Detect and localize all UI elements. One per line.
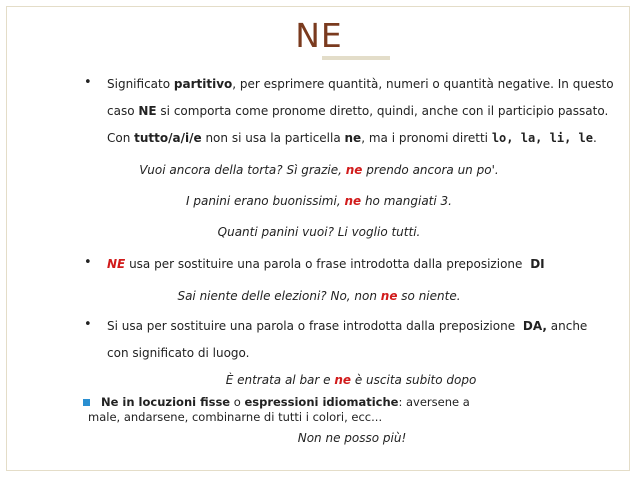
example-1: Vuoi ancora della torta? Sì grazie, ne prendo ancora un po'. <box>139 163 499 177</box>
bullet-1-line-2: caso NE si comporta come pronome diretto, quindi, anche con il participio passato. <box>107 104 609 118</box>
example-2: I panini erano buonissimi, ne ho mangiati 3. <box>186 194 452 208</box>
example-5: È entrata al bar e ne è uscita subito dopo <box>225 373 477 387</box>
example-4: Sai niente delle elezioni? No, non ne so niente. <box>177 289 461 303</box>
bullet-4-line-1: Ne in locuzioni fisse o espressioni idiomatiche: aversene a <box>101 395 470 409</box>
bullet-2-line-1: NE usa per sostituire una parola o frase introdotta dalla preposizione DI <box>107 257 545 271</box>
slide-title: NE <box>295 16 343 55</box>
square-bullet <box>83 399 90 406</box>
bullet-dot-2: • <box>84 255 92 270</box>
bullet-3-line-2: con significato di luogo. <box>107 346 250 360</box>
title-underline <box>322 56 390 60</box>
bullet-1-line-3: Con tutto/a/i/e non si usa la particella ne, ma i pronomi diretti lo, la, li, le. <box>107 131 597 145</box>
bullet-dot-3: • <box>84 317 92 332</box>
bullet-3-line-1: Si usa per sostituire una parola o frase introdotta dalla preposizione DA, anche <box>107 319 588 333</box>
bullet-1-line-1: Significato partitivo, per esprimere quantità, numeri o quantità negative. In questo <box>107 77 614 91</box>
bullet-4-line-2: male, andarsene, combinarne di tutti i colori, ecc... <box>88 410 383 424</box>
bullet-dot-1: • <box>84 75 92 90</box>
example-6: Non ne posso più! <box>297 431 407 445</box>
example-3: Quanti panini vuoi? Li voglio tutti. <box>217 225 421 239</box>
